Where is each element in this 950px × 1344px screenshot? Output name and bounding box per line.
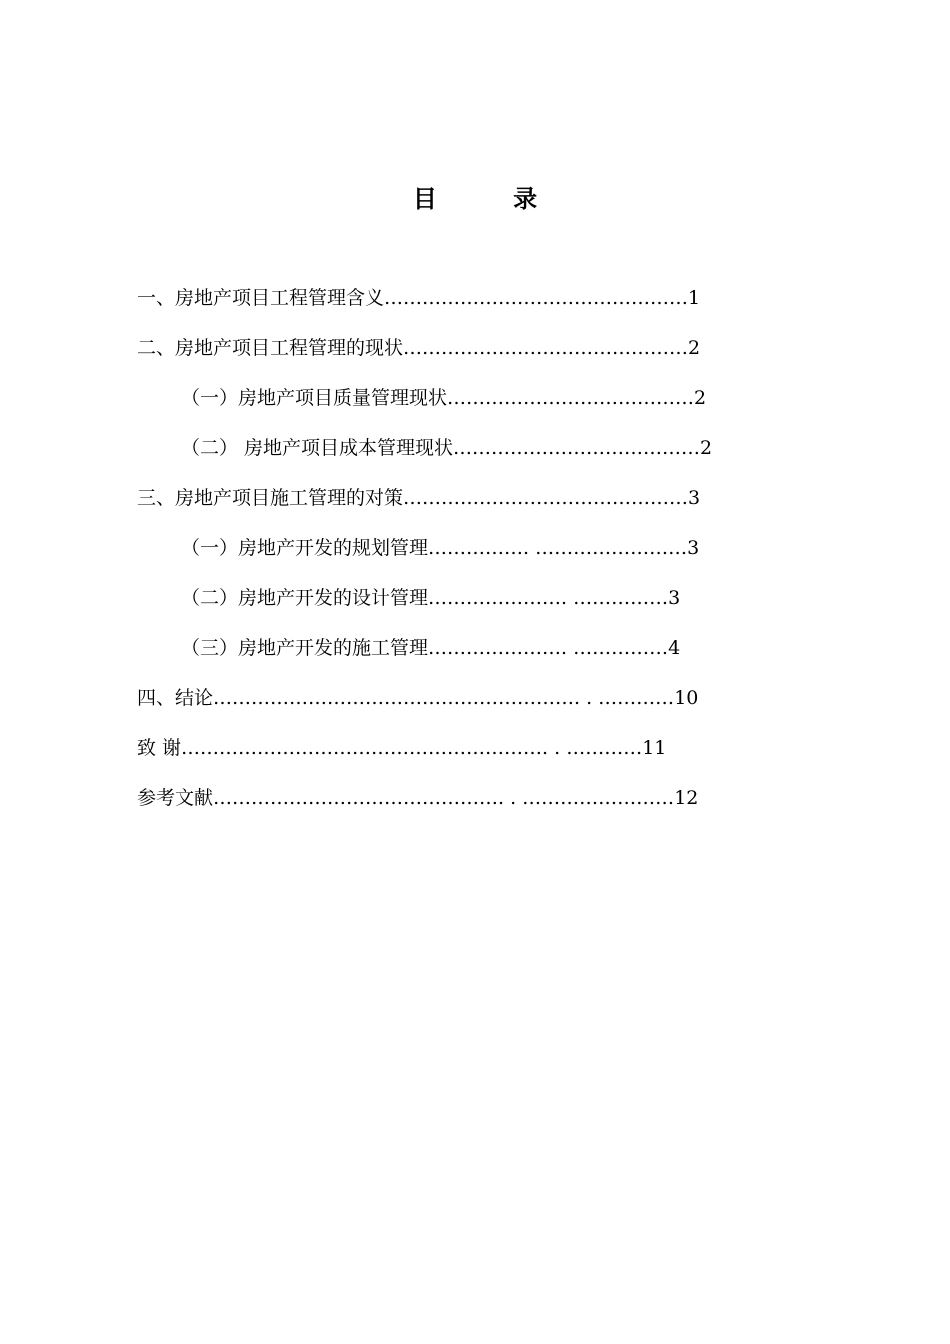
toc-dot-leader: ………………………………………. . …………………… xyxy=(213,787,675,809)
toc-page-number: 2 xyxy=(688,337,701,359)
toc-dot-leader: ……………………………………… xyxy=(403,487,689,509)
toc-dot-leader: …………………………………………………. . ………… xyxy=(181,737,643,759)
table-of-contents xyxy=(137,283,784,833)
toc-entry-label: 三、房地产项目施工管理的对策 xyxy=(137,487,404,509)
toc-entry-4[interactable] xyxy=(137,683,784,733)
toc-entry-label: （三）房地产开发的施工管理 xyxy=(181,637,429,659)
toc-entry-3-3[interactable] xyxy=(137,633,784,683)
toc-dot-leader: ………………………………………… xyxy=(384,287,689,309)
toc-dot-leader: ……………. …………………… xyxy=(428,537,688,559)
toc-entry-3[interactable] xyxy=(137,483,784,533)
toc-dot-leader: …………………. …………… xyxy=(428,637,669,659)
toc-entry-2-2[interactable] xyxy=(137,433,784,483)
toc-entry-label: （一）房地产开发的规划管理 xyxy=(181,537,429,559)
toc-entry-label: 四、结论 xyxy=(137,687,214,709)
toc-entry-3-2[interactable] xyxy=(137,583,784,633)
toc-entry-acknowledgements[interactable] xyxy=(137,733,784,783)
toc-page-number: 2 xyxy=(700,437,713,459)
toc-page-number: 3 xyxy=(668,587,681,609)
toc-entry-label: （二）房地产开发的设计管理 xyxy=(181,587,429,609)
toc-page-number: 10 xyxy=(674,687,699,709)
toc-dot-leader: ………………………………… xyxy=(447,387,695,409)
toc-entry-2[interactable] xyxy=(137,333,784,383)
toc-page-number: 1 xyxy=(688,287,701,309)
toc-dot-leader: ……………………………………… xyxy=(403,337,689,359)
toc-entry-label: 参考文献 xyxy=(137,787,214,809)
toc-entry-label: 致 谢 xyxy=(137,737,182,759)
toc-page-number: 3 xyxy=(688,487,701,509)
toc-entry-label: （二） 房地产项目成本管理现状 xyxy=(181,437,454,459)
page-title: 目 录 xyxy=(412,185,572,213)
toc-entry-label: （一）房地产项目质量管理现状 xyxy=(181,387,448,409)
toc-entry-3-1[interactable] xyxy=(137,533,784,583)
toc-page-number: 11 xyxy=(642,737,667,759)
toc-page-number: 2 xyxy=(694,387,707,409)
toc-dot-leader: …………………………………………………. . ………… xyxy=(213,687,675,709)
toc-entry-2-1[interactable] xyxy=(137,383,784,433)
toc-dot-leader: ………………………………… xyxy=(453,437,701,459)
toc-entry-references[interactable] xyxy=(137,783,784,833)
toc-page-number: 3 xyxy=(687,537,700,559)
toc-page-number: 12 xyxy=(674,787,699,809)
toc-entry-1[interactable] xyxy=(137,283,784,333)
toc-entry-label: 二、房地产项目工程管理的现状 xyxy=(137,337,404,359)
toc-entry-label: 一、房地产项目工程管理含义 xyxy=(137,287,385,309)
toc-page-number: 4 xyxy=(668,637,681,659)
toc-dot-leader: …………………. …………… xyxy=(428,587,669,609)
